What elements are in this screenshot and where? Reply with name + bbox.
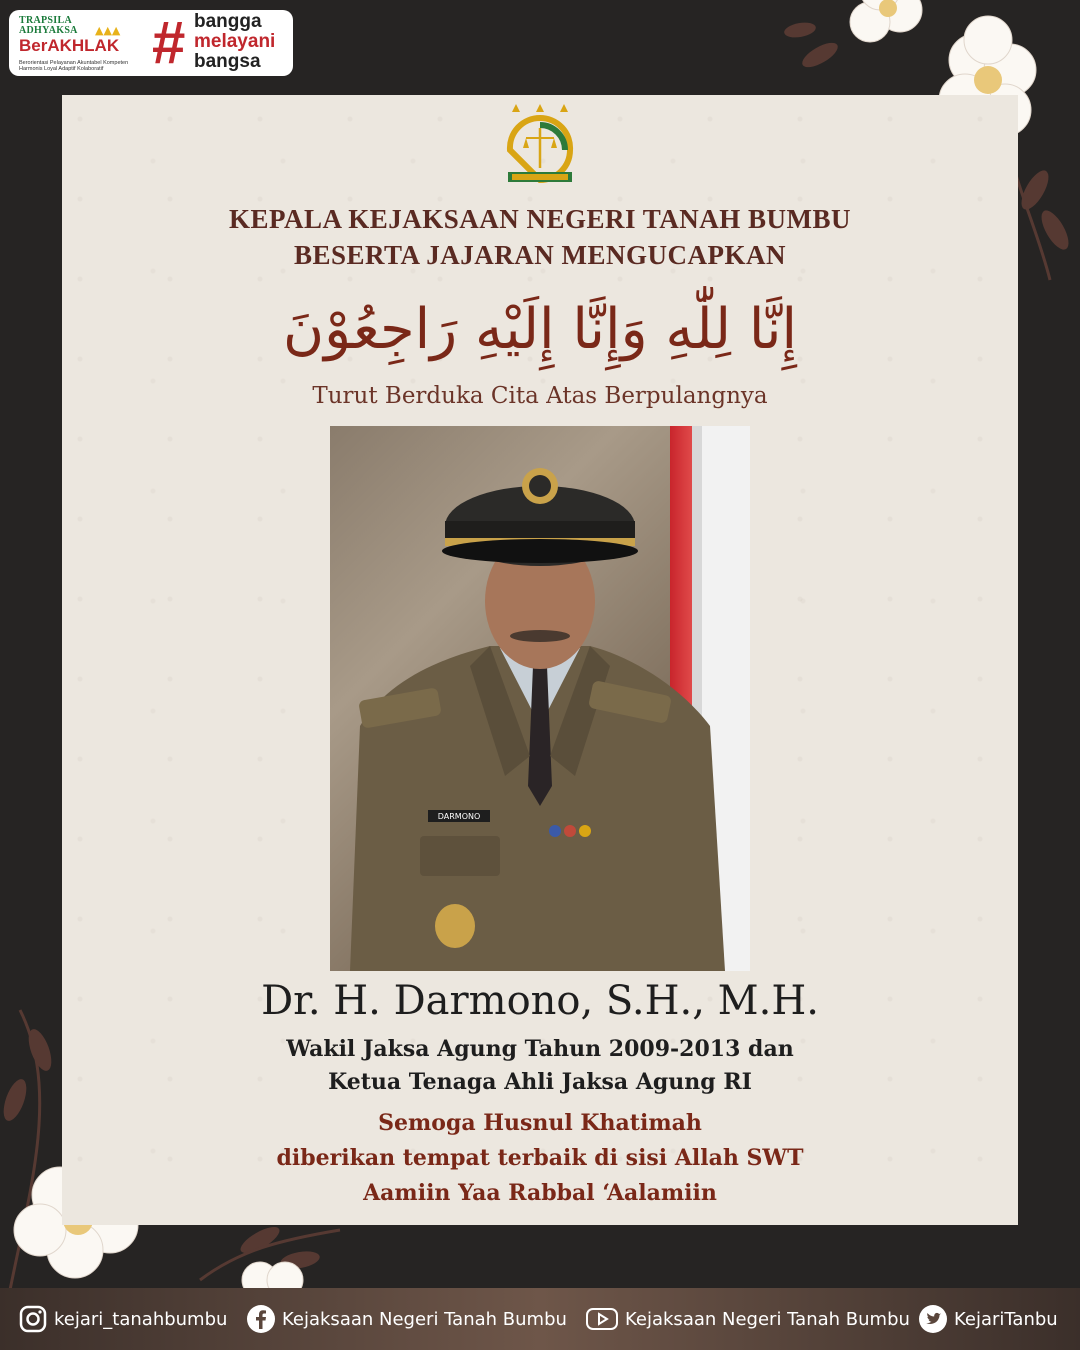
facebook-icon (246, 1304, 276, 1334)
arabic-inna-lillahi: إِنَّا لِلّٰهِ وَإِنَّا إِلَيْهِ رَاجِعُوْنَ (282, 297, 798, 362)
twitter-link[interactable] (918, 1304, 1058, 1334)
instagram-icon (18, 1304, 48, 1334)
instagram-link[interactable] (18, 1304, 227, 1334)
facebook-link[interactable] (246, 1304, 567, 1334)
twitter-handle: KejariTanbu (954, 1308, 1058, 1330)
berakhlak-subtext: Berorientasi Pelayanan Akuntabel Kompeten Harmonis Loyal Adaptif Kolaboratif (19, 60, 129, 72)
condolence-text: Turut Berduka Cita Atas Berpulangnya (312, 383, 768, 409)
triangle-icons: ▲▲▲ (95, 24, 121, 37)
header-line-2: BESERTA JAJARAN MENGUCAPKAN (293, 240, 787, 270)
youtube-channel-name: Kejaksaan Negeri Tanah Bumbu (625, 1308, 910, 1330)
instagram-handle: kejari_tanahbumbu (54, 1308, 228, 1330)
prayer-line-3: Aamiin Yaa Rabbal ‘Aalamiin (363, 1180, 717, 1206)
berakhlak-badge (9, 10, 293, 76)
hashtag-symbol: # (152, 9, 186, 76)
header-line-1: KEPALA KEJAKSAAN NEGERI TANAH BUMBU (228, 204, 852, 234)
youtube-icon (585, 1304, 619, 1334)
portrait-illustration (330, 426, 750, 971)
kejaksaan-emblem-icon (490, 100, 590, 195)
prayer-line-2: diberikan tempat terbaik di sisi Allah SWT (276, 1145, 804, 1171)
role-line-1: Wakil Jaksa Agung Tahun 2009-2013 dan (286, 1036, 794, 1062)
bangsa-text: bangsa (194, 51, 261, 72)
twitter-icon (918, 1304, 948, 1334)
bangga-text: bangga (194, 11, 262, 32)
youtube-link[interactable] (585, 1304, 910, 1334)
melayani-text: melayani (194, 31, 276, 52)
portrait-photo (330, 426, 750, 971)
berakhlak-text: BerAKHLAK (19, 36, 120, 55)
deceased-name: Dr. H. Darmono, S.H., M.H. (261, 978, 819, 1024)
prayer-line-1: Semoga Husnul Khatimah (378, 1110, 702, 1136)
trapsila-adhyaksa-text: TRAPSILA ADHYAKSA (19, 15, 78, 36)
facebook-page-name: Kejaksaan Negeri Tanah Bumbu (282, 1308, 567, 1330)
social-footer (0, 1288, 1080, 1350)
uniform-name-tag: DARMONO (437, 812, 481, 821)
role-line-2: Ketua Tenaga Ahli Jaksa Agung RI (328, 1069, 752, 1095)
bangga-melayani-bangsa (194, 12, 275, 72)
